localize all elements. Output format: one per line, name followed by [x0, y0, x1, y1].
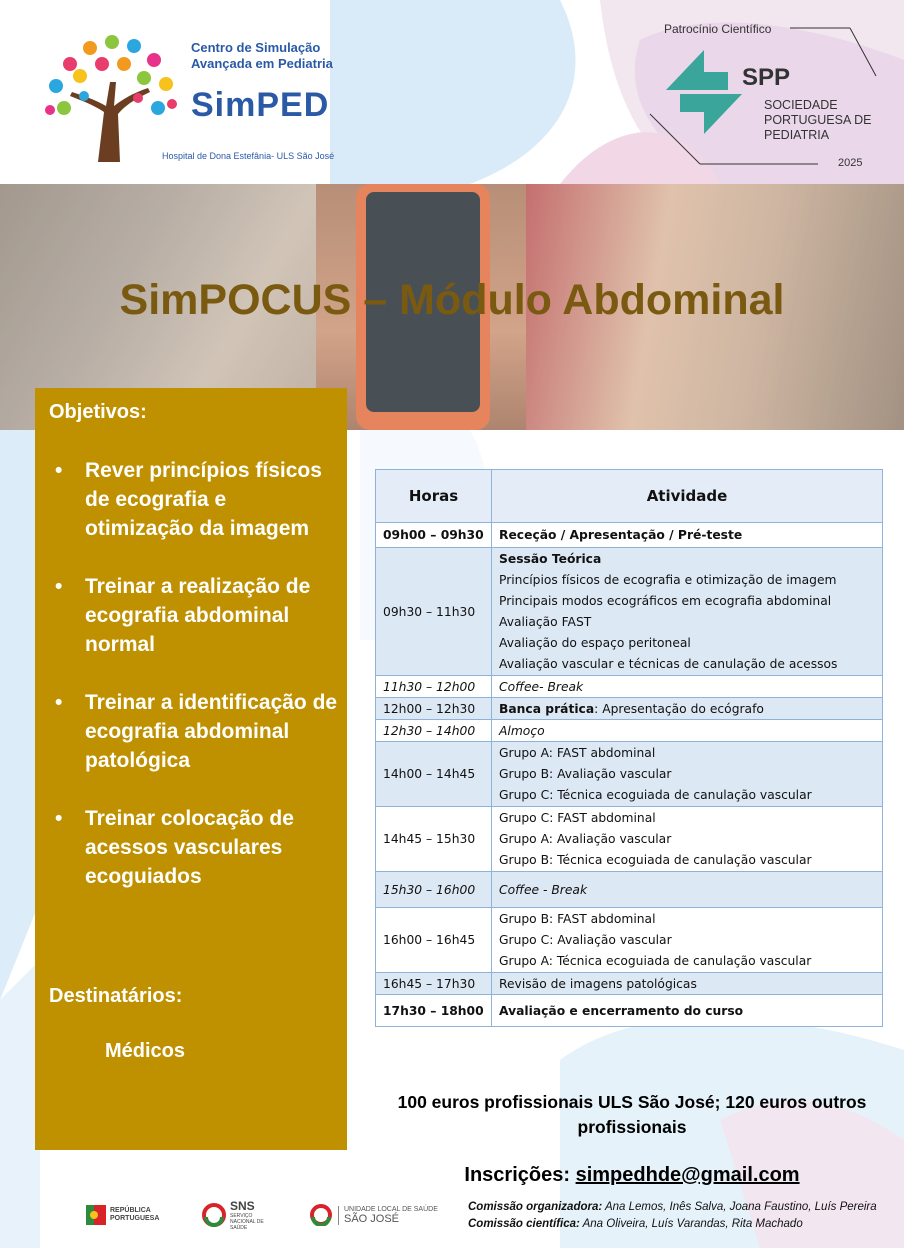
spp-sponsor-logo [640, 14, 890, 179]
activity-line: Grupo B: FAST abdominal [499, 911, 656, 926]
time-cell: 16h45 – 17h30 [376, 973, 492, 995]
objectives-list [49, 456, 339, 920]
activity-cell [492, 742, 883, 807]
pricing-text: 100 euros profissionais ULS São José; 120 euros outros profissionais [397, 1092, 867, 1137]
table-row [376, 720, 883, 742]
activity-line: Avaliação vascular e técnicas de canulação de acessos [499, 656, 838, 671]
objective-item: • Treinar a realização de ecografia abdominal normal [49, 572, 339, 659]
activity-line: Principais modos ecográficos em ecografia abdominal [499, 593, 832, 608]
activity-line: Grupo B: Técnica ecoguiada de canulação vascular [499, 852, 812, 867]
uls-sao-jose-logo: UNIDADE LOCAL DE SAÚDE SÃO JOSÉ [310, 1198, 438, 1232]
activity-cell [492, 908, 883, 973]
activity-cell [492, 523, 883, 548]
activity-cell [492, 995, 883, 1027]
column-header-activity: Atividade [492, 470, 883, 523]
activity-line: Avaliação do espaço peritoneal [499, 635, 691, 650]
activity-line: Grupo C: FAST abdominal [499, 810, 656, 825]
table-row [376, 973, 883, 995]
activity-line: Grupo A: Técnica ecoguiada de canulação vascular [499, 953, 812, 968]
audience-heading: Destinatários: [49, 985, 183, 1007]
table-row [376, 807, 883, 872]
spp-acronym: SPP [742, 64, 791, 91]
simped-hospital: Hospital de Dona Estefânia- ULS São José [162, 151, 335, 161]
time-cell: 15h30 – 16h00 [376, 872, 492, 908]
activity-line: Sessão Teórica [499, 551, 602, 566]
table-header-row [376, 470, 883, 523]
table-row [376, 908, 883, 973]
page-title: SimPOCUS – Módulo Abdominal [119, 276, 785, 324]
objective-item: • Treinar colocação de acessos vasculares ecoguiados [49, 804, 339, 891]
activity-cell [492, 807, 883, 872]
table-row [376, 872, 883, 908]
time-cell: 14h45 – 15h30 [376, 807, 492, 872]
activity-line: Almoço [499, 723, 545, 738]
table-row [376, 698, 883, 720]
time-cell: 09h30 – 11h30 [376, 548, 492, 676]
table-row [376, 523, 883, 548]
activity-line: Grupo B: Avaliação vascular [499, 766, 672, 781]
spp-full-name: SOCIEDADE PORTUGUESA DE PEDIATRIA [764, 98, 872, 142]
objective-item: • Treinar a identificação de ecografia abdominal patológica [49, 688, 339, 775]
activity-line: Coffee - Break [499, 882, 588, 897]
time-cell: 09h00 – 09h30 [376, 523, 492, 548]
time-cell: 14h00 – 14h45 [376, 742, 492, 807]
activity-line: Avaliação FAST [499, 614, 592, 629]
table-row [376, 995, 883, 1027]
bullet-icon: • [55, 807, 63, 830]
activity-line: Receção / Apresentação / Pré-teste [499, 528, 743, 542]
registration-email-link[interactable]: simpedhde@gmail.com [575, 1164, 800, 1186]
activity-line: Grupo A: Avaliação vascular [499, 831, 672, 846]
activity-cell [492, 720, 883, 742]
activity-cell [492, 548, 883, 676]
audience-value: Médicos [105, 1040, 186, 1062]
header [0, 0, 904, 184]
schedule-body [376, 523, 883, 1027]
committees [468, 1199, 877, 1233]
footer-logos [86, 1196, 466, 1236]
time-cell: 12h00 – 12h30 [376, 698, 492, 720]
table-row [376, 742, 883, 807]
portugal-flag-icon [86, 1203, 106, 1227]
registration-line [372, 1164, 892, 1187]
activity-line: Revisão de imagens patológicas [499, 976, 697, 991]
bullet-icon: • [55, 575, 63, 598]
scientific-committee: Comissão científica: Ana Oliveira, Luís Varandas, Rita Machado [468, 1218, 803, 1230]
time-cell: 17h30 – 18h00 [376, 995, 492, 1027]
time-cell: 11h30 – 12h00 [376, 676, 492, 698]
activity-line: Princípios físicos de ecografia e otimização de imagem [499, 572, 837, 587]
organizing-committee: Comissão organizadora: Ana Lemos, Inês Salva, Joana Faustino, Luís Pereira [468, 1201, 877, 1213]
table-row [376, 548, 883, 676]
spp-arrows-icon [664, 46, 744, 138]
activity-line: Coffee- Break [499, 679, 584, 694]
simped-name: SimPED [191, 86, 330, 124]
objectives-heading: Objetivos: [49, 401, 147, 423]
activity-cell: Banca prática: Apresentação do ecógrafo [492, 698, 883, 720]
column-header-hours: Horas [376, 470, 492, 523]
activity-line: Grupo C: Avaliação vascular [499, 932, 672, 947]
activity-cell [492, 872, 883, 908]
simped-subtitle: Centro de Simulação Avançada em Pediatria [191, 40, 333, 71]
activity-line: Avaliação e encerramento do curso [499, 1003, 744, 1018]
uls-icon [310, 1204, 332, 1226]
sns-logo: SNS SERVIÇO NACIONAL DE SAÚDE [198, 1198, 270, 1232]
time-cell: 16h00 – 16h45 [376, 908, 492, 973]
table-row [376, 676, 883, 698]
activity-line: Grupo C: Técnica ecoguiada de canulação vascular [499, 787, 812, 802]
objective-item: • Rever princípios físicos de ecografia e otimização da imagem [49, 456, 339, 543]
sns-icon [202, 1203, 226, 1227]
registration-label: Inscrições: [464, 1164, 576, 1186]
republica-portuguesa-logo: REPÚBLICA PORTUGUESA [86, 1198, 162, 1232]
activity-cell [492, 676, 883, 698]
schedule-table [375, 469, 883, 1027]
spp-sponsor-label: Patrocínio Científico [664, 22, 772, 36]
activity-line: Grupo A: FAST abdominal [499, 745, 656, 760]
bullet-icon: • [55, 691, 63, 714]
activity-cell [492, 973, 883, 995]
objectives-panel [35, 388, 347, 1150]
spp-year: 2025 [838, 157, 863, 169]
bullet-icon: • [55, 459, 63, 482]
hands-tree-icon [40, 34, 180, 164]
simped-logo [40, 34, 350, 174]
time-cell: 12h30 – 14h00 [376, 720, 492, 742]
